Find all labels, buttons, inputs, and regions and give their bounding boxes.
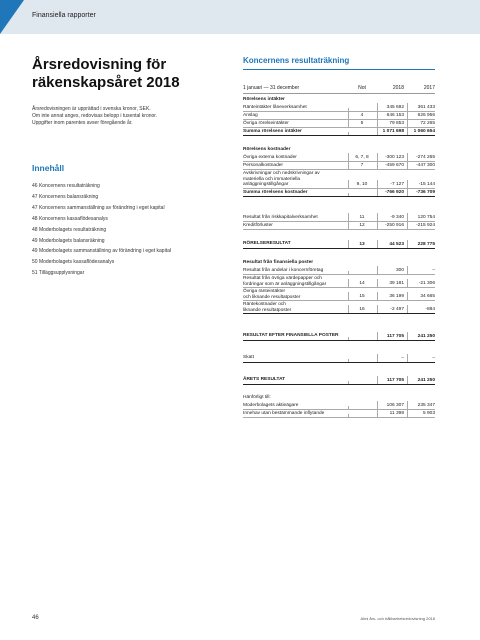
toc-item[interactable]: 47 Koncernens balansräkning bbox=[32, 193, 99, 200]
attributable-heading: Hänförligt till: bbox=[243, 395, 271, 400]
toc-item[interactable]: 47 Koncernens sammanställning av förändring i eget kapital bbox=[32, 204, 165, 211]
page-title: Årsredovisning för räkenskapsåret 2018 bbox=[32, 56, 180, 91]
header-note: Not bbox=[358, 85, 366, 91]
table-row: Ränteintäkter låneverksamhet 345 692 361 433 bbox=[243, 105, 435, 110]
header-2018: 2018 bbox=[392, 85, 404, 91]
toc-item[interactable]: 48 Koncernens kassaflödesanalys bbox=[32, 215, 108, 222]
toc-item[interactable]: 46 Koncernens resultaträkning bbox=[32, 183, 100, 189]
header-2017: 2017 bbox=[423, 85, 435, 91]
toc-item[interactable]: 49 Moderbolagets balansräkning bbox=[32, 237, 105, 244]
intro-text: Årsredovisningen är upprättad i svenska kronor, SEK. Om inte annat anges, redovisas belopp i tusental kronor. Uppgifter inom parentes avser föregående år. bbox=[32, 106, 158, 126]
corner-accent bbox=[0, 0, 24, 34]
subheading-income: Rörelsens intäkter bbox=[243, 97, 285, 102]
table-row: Anslag 4 646 153 626 956 bbox=[243, 113, 435, 118]
table-row: Moderbolagets aktieägare 106 307 235 347 bbox=[243, 403, 435, 408]
report-name: Almi års- och hållbarhetsredovisning 2018 bbox=[360, 616, 435, 621]
table-row: Resultat från andelar i koncernföretag 300 – bbox=[243, 268, 435, 273]
toc-item[interactable]: 51 Tilläggsupplysningar bbox=[32, 270, 85, 277]
table-row: Övriga rörelseintäkter 5 79 853 72 265 bbox=[243, 121, 435, 126]
page-number: 46 bbox=[32, 615, 39, 621]
table-row-result-after-financial: RESULTAT EFTER FINANSIELLA POSTER 117 705 241 250 bbox=[243, 333, 435, 339]
table-row: Resultat från riskkapitalverksamhet 11 -9 340 120 754 bbox=[243, 215, 435, 220]
toc-item[interactable]: 50 Moderbolagets kassaflödesanalys bbox=[32, 259, 115, 266]
table-row: Övriga ränteintäkter och liknande resultatposter 15 36 199 34 665 bbox=[243, 289, 435, 300]
table-row: Resultat från övriga värdepapper och fordringar som är anläggningstillgångar 14 39 181 -21 306 bbox=[243, 276, 435, 287]
table-row: Övriga externa kostnader 6, 7, 8 -300 123 -274 265 bbox=[243, 155, 435, 160]
table-of-contents bbox=[32, 181, 222, 279]
left-column bbox=[32, 56, 222, 279]
table-row: Kreditförluster 12 -250 916 -215 924 bbox=[243, 223, 435, 228]
income-statement bbox=[243, 56, 435, 416]
section-title: Finansiella rapporter bbox=[32, 12, 96, 19]
table-row-year-result: ÅRETS RESULTAT 117 705 241 250 bbox=[243, 377, 435, 383]
table-row: Personalkostnader 7 -459 670 -447 300 bbox=[243, 163, 435, 168]
header-period: 1 januari — 31 december bbox=[243, 85, 300, 91]
table-header bbox=[243, 85, 435, 94]
table-row: Avskrivningar och nedskrivningar av materiella och immateriella anläggningstillgångar 9, 10 -7 127 -15 144 bbox=[243, 171, 435, 187]
table-row-operating-result: RÖRELSERESULTAT 13 44 523 228 775 bbox=[243, 241, 435, 247]
subheading-costs: Rörelsens kostnader bbox=[243, 147, 291, 152]
table-row-total: Summa rörelsens kostnader -766 920 -736 709 bbox=[243, 190, 435, 195]
toc-item[interactable]: 49 Moderbolagets sammanställning av förändring i eget kapital bbox=[32, 248, 171, 255]
toc-item[interactable]: 48 Moderbolagets resultaträkning bbox=[32, 226, 107, 233]
subheading-financial: Resultat från finansiella poster bbox=[243, 260, 314, 265]
table-row-tax: Skatt – – bbox=[243, 355, 435, 361]
statement-title: Koncernens resultaträkning bbox=[243, 56, 435, 70]
contents-title: Innehåll bbox=[32, 163, 65, 173]
table-row-total: Summa rörelsens intäkter 1 071 698 1 060 654 bbox=[243, 129, 435, 134]
table-row: Innehav utan bestämmande inflytande 11 398 5 903 bbox=[243, 411, 435, 416]
table-row: Räntekostnader och liknande resultatposter 16 -2 497 -884 bbox=[243, 302, 435, 313]
